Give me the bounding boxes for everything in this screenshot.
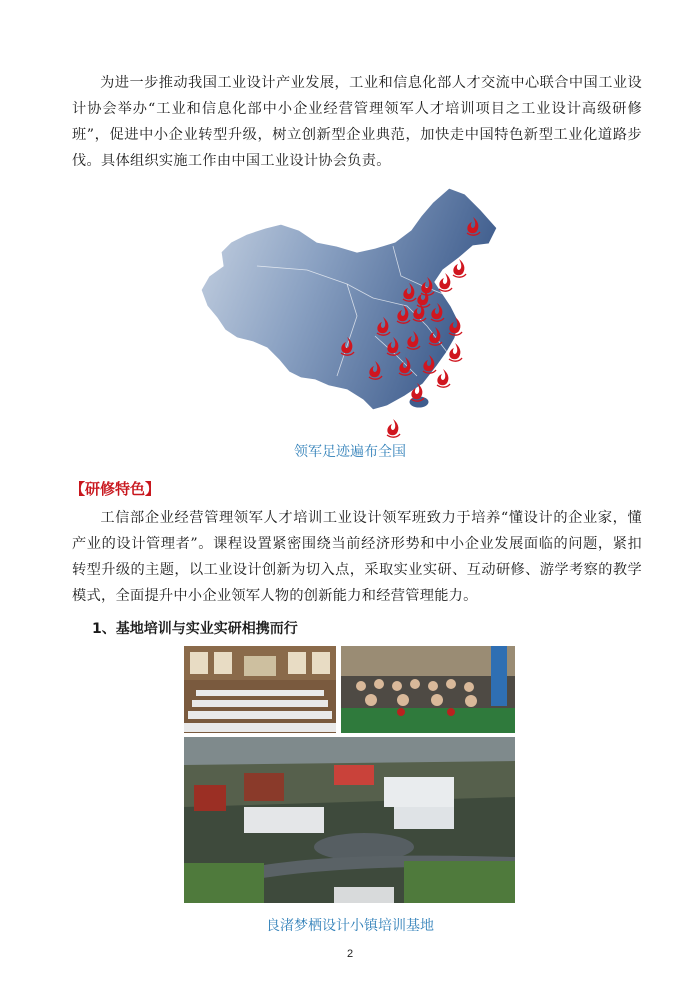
subheading: 1、基地培训与实业实研相携而行 [92, 621, 298, 637]
features-paragraph [72, 505, 642, 609]
china-map-image [197, 186, 503, 438]
lecture-hall-photo [184, 646, 336, 733]
photo-caption: 良渚梦栖设计小镇培训基地 [266, 918, 434, 934]
china-map-figure [197, 186, 503, 438]
intro-text: 为进一步推动我国工业设计产业发展，工业和信息化部人才交流中心联合中国工业设计协会举办“工业和信息化部中小企业经营管理领军人才培训项目之工业设计高级研修班”，促进中小企业转型升级，树立创新型企业典范，加快走中国特色新型工业化道路步伐。具体组织实施工作由中国工业设计协会负责。 [72, 75, 642, 169]
features-text: 工信部企业经营管理领军人才培训工业设计领军班致力于培养“懂设计的企业家，懂产业的设计管理者”。课程设置紧密围绕当前经济形势和中小企业发展面临的问题，紧扣转型升级的主题，以工业设计创新为切入点，采取实业实研、互动研修、游学考察的教学模式，全面提升中小企业领军人物的创新能力和经营管理能力。 [72, 510, 642, 604]
section-title: 【研修特色】 [70, 480, 161, 498]
campus-aerial-photo [184, 737, 515, 903]
classroom-photo [341, 646, 515, 733]
page-number: 2 [346, 948, 354, 960]
map-caption: 领军足迹遍布全国 [294, 444, 406, 460]
intro-paragraph [72, 70, 642, 174]
